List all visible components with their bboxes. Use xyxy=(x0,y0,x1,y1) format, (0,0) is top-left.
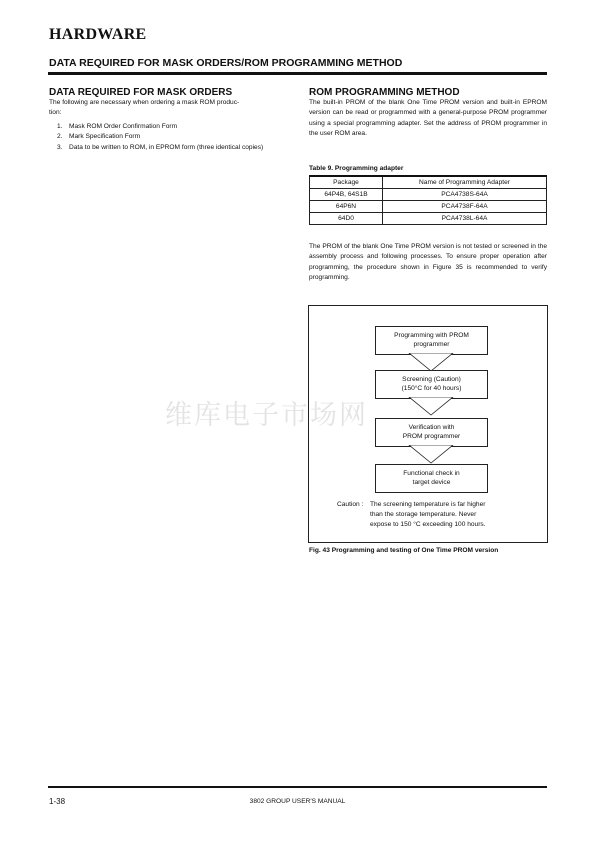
flow-step-programming xyxy=(375,326,488,355)
mask-orders-intro xyxy=(49,98,292,119)
flow-step-verification xyxy=(375,418,488,447)
table-header-adapter: Name of Programming Adapter xyxy=(383,176,547,189)
manual-title: 3802 GROUP USER'S MANUAL xyxy=(249,798,346,805)
mask-orders-list xyxy=(57,122,292,153)
table-header-package: Package xyxy=(310,176,383,189)
caution-line: The screening temperature is far higher xyxy=(370,501,486,508)
figure-caption: Fig. 43 Programming and testing of One Time PROM version xyxy=(309,547,499,554)
table-cell: 64D0 xyxy=(310,213,383,225)
list-item xyxy=(57,132,292,142)
flow-step-functional-check xyxy=(375,464,488,493)
flow-step-text: target device xyxy=(412,478,451,486)
table-cell: PCA4738S-64A xyxy=(383,189,547,201)
caution-line: expose to 150 °C exceeding 100 hours. xyxy=(370,521,486,528)
list-item-text: Mark Specification Form xyxy=(69,133,141,141)
caution-label: Caution : xyxy=(337,501,364,508)
table-row xyxy=(310,189,547,201)
caution-text xyxy=(370,500,525,530)
list-item xyxy=(57,122,292,132)
rom-programming-heading: ROM PROGRAMMING METHOD xyxy=(309,87,460,98)
table-cell: PCA4738F-64A xyxy=(383,201,547,213)
mask-orders-intro-line2: tion: xyxy=(49,109,62,117)
list-item xyxy=(57,143,292,153)
flow-step-text: PROM programmer xyxy=(402,432,461,440)
down-arrow-icon xyxy=(408,397,454,416)
table-cell: PCA4738L-64A xyxy=(383,213,547,225)
prom-screening-paragraph: The PROM of the blank One Time PROM version is not tested or screened in the assembly process and following processes. To ensure proper operation after programming, the procedure shown in Figure 35 is recommended to verify programming. xyxy=(309,243,547,282)
table-cell: 64P4B, 64S1B xyxy=(310,189,383,201)
section-header: HARDWARE xyxy=(49,26,147,43)
rom-programming-paragraph: The built-in PROM of the blank One Time PROM version and built-in EPROM version can be read or programmed with a general-purpose PROM programmer using a special programming adapter. Set the address of PROM programmer in the user ROM area. xyxy=(309,99,547,138)
programming-adapter-table xyxy=(309,175,547,225)
flow-step-text: programmer xyxy=(413,340,450,348)
table-header-row xyxy=(310,176,547,189)
down-arrow-icon xyxy=(408,445,454,464)
list-item-number: 3. xyxy=(57,143,63,151)
table-cell: 64P6N xyxy=(310,201,383,213)
page-title: DATA REQUIRED FOR MASK ORDERS/ROM PROGRAMMING METHOD xyxy=(49,57,403,69)
list-item-number: 1. xyxy=(57,123,63,130)
table-title: Table 9. Programming adapter xyxy=(309,165,404,172)
mask-orders-heading: DATA REQUIRED FOR MASK ORDERS xyxy=(49,87,233,98)
list-item-number: 2. xyxy=(57,133,63,141)
flow-step-text: Programming with PROM xyxy=(394,332,469,339)
watermark: 维库电子市场网 xyxy=(165,400,368,431)
page-number: 1-38 xyxy=(49,797,66,806)
table-row xyxy=(310,213,547,225)
mask-orders-intro-line1: The following are necessary when ordering a mask ROM produc- xyxy=(49,99,240,106)
list-item-text: Data to be written to ROM, in EPROM form (three identical copies) xyxy=(69,143,264,151)
flow-step-text: Verification with xyxy=(408,424,455,431)
flow-step-text: Functional check in xyxy=(403,470,460,477)
list-item-text: Mask ROM Order Confirmation Form xyxy=(69,123,178,130)
flow-step-text: Screening (Caution) xyxy=(402,376,461,383)
flow-step-screening xyxy=(375,370,488,399)
caution-line: than the storage temperature. Never xyxy=(370,511,477,518)
flow-step-text: (150°C for 40 hours) xyxy=(401,384,462,392)
table-row xyxy=(310,201,547,213)
title-rule xyxy=(48,72,547,75)
footer-rule xyxy=(48,786,547,788)
